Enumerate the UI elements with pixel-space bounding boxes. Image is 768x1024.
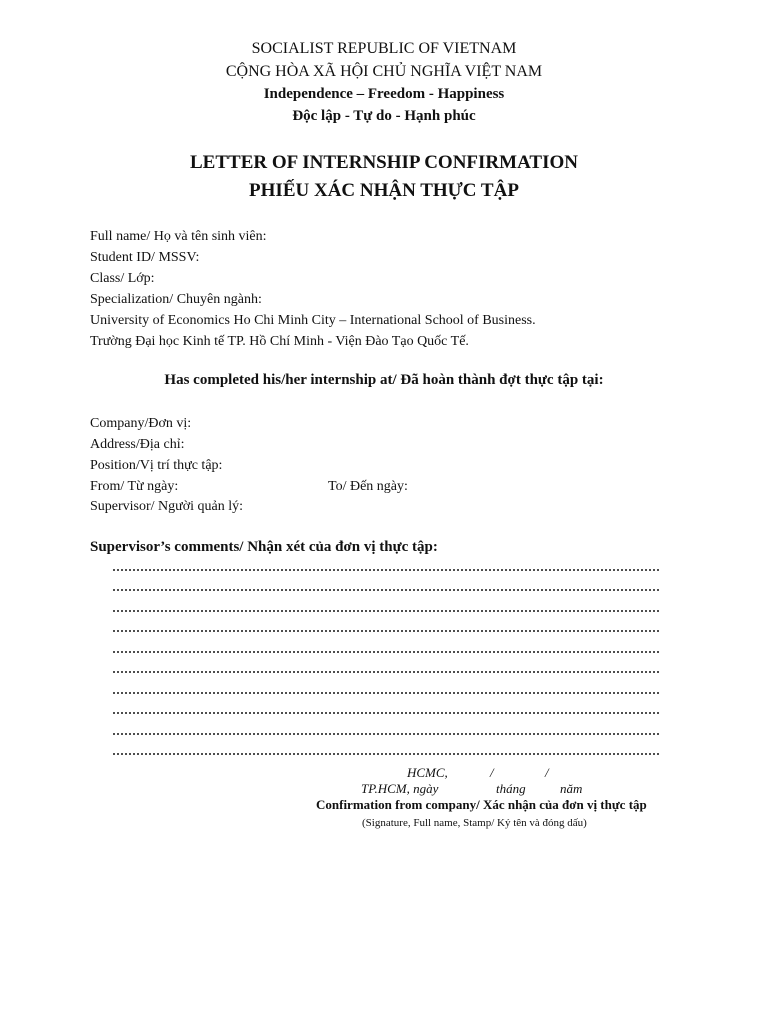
supervisor-label: Supervisor/ Người quản lý: [90, 499, 244, 514]
comments-heading: Supervisor’s comments/ Nhận xét của đơn vị thực tập: [90, 539, 438, 555]
document-title-vn: PHIẾU XÁC NHẬN THỰC TẬP [249, 180, 519, 201]
full-name-label: Full name/ Họ và tên sinh viên: [90, 229, 267, 244]
student-id-label: Student ID/ MSSV: [90, 250, 200, 265]
company-confirmation-label: Confirmation from company/ Xác nhận của đơn vị thực tập [316, 797, 647, 812]
comment-line [112, 663, 660, 677]
comment-line [112, 643, 660, 657]
comment-line [112, 581, 660, 595]
address-label: Address/Địa chỉ: [90, 437, 185, 452]
national-motto: Independence – Freedom - Happiness [263, 86, 505, 102]
national-motto-vn: Độc lập - Tự do - Hạnh phúc [292, 108, 476, 124]
comment-line [112, 602, 660, 616]
comment-line [112, 745, 660, 759]
place-hcmc: HCMC, [407, 765, 448, 780]
class-label: Class/ Lớp: [90, 271, 155, 286]
document-title: LETTER OF INTERNSHIP CONFIRMATION [190, 152, 578, 173]
nation-name: SOCIALIST REPUBLIC OF VIETNAM [251, 40, 517, 57]
completed-statement: Has completed his/her internship at/ Đã hoàn thành đợt thực tập tại: [164, 372, 604, 388]
place-day-vn: TP.HCM, ngày [361, 781, 439, 796]
university-name-vn: Trường Đại học Kinh tế TP. Hồ Chí Minh - Viện Đào Tạo Quốc Tế. [90, 334, 469, 349]
comment-line [112, 561, 660, 575]
signature-instructions: (Signature, Full name, Stamp/ Ký tên và đóng dấu) [362, 817, 587, 829]
to-date-label: To/ Đến ngày: [328, 479, 408, 494]
university-name: University of Economics Ho Chi Minh City – International School of Business. [90, 313, 536, 328]
date-slash: / [490, 765, 494, 780]
company-label: Company/Đơn vị: [90, 416, 192, 431]
month-vn: tháng [496, 781, 526, 796]
nation-name-vn: CỘNG HÒA XÃ HỘI CHỦ NGHĨA VIỆT NAM [225, 63, 543, 80]
specialization-label: Specialization/ Chuyên ngành: [90, 292, 262, 307]
comment-line [112, 622, 660, 636]
position-label: Position/Vị trí thực tập: [90, 458, 223, 473]
comment-line [112, 704, 660, 718]
from-date-label: From/ Từ ngày: [90, 479, 179, 494]
comment-line [112, 725, 660, 739]
year-vn: năm [560, 781, 583, 796]
date-slash: / [545, 765, 549, 780]
comment-line [112, 684, 660, 698]
